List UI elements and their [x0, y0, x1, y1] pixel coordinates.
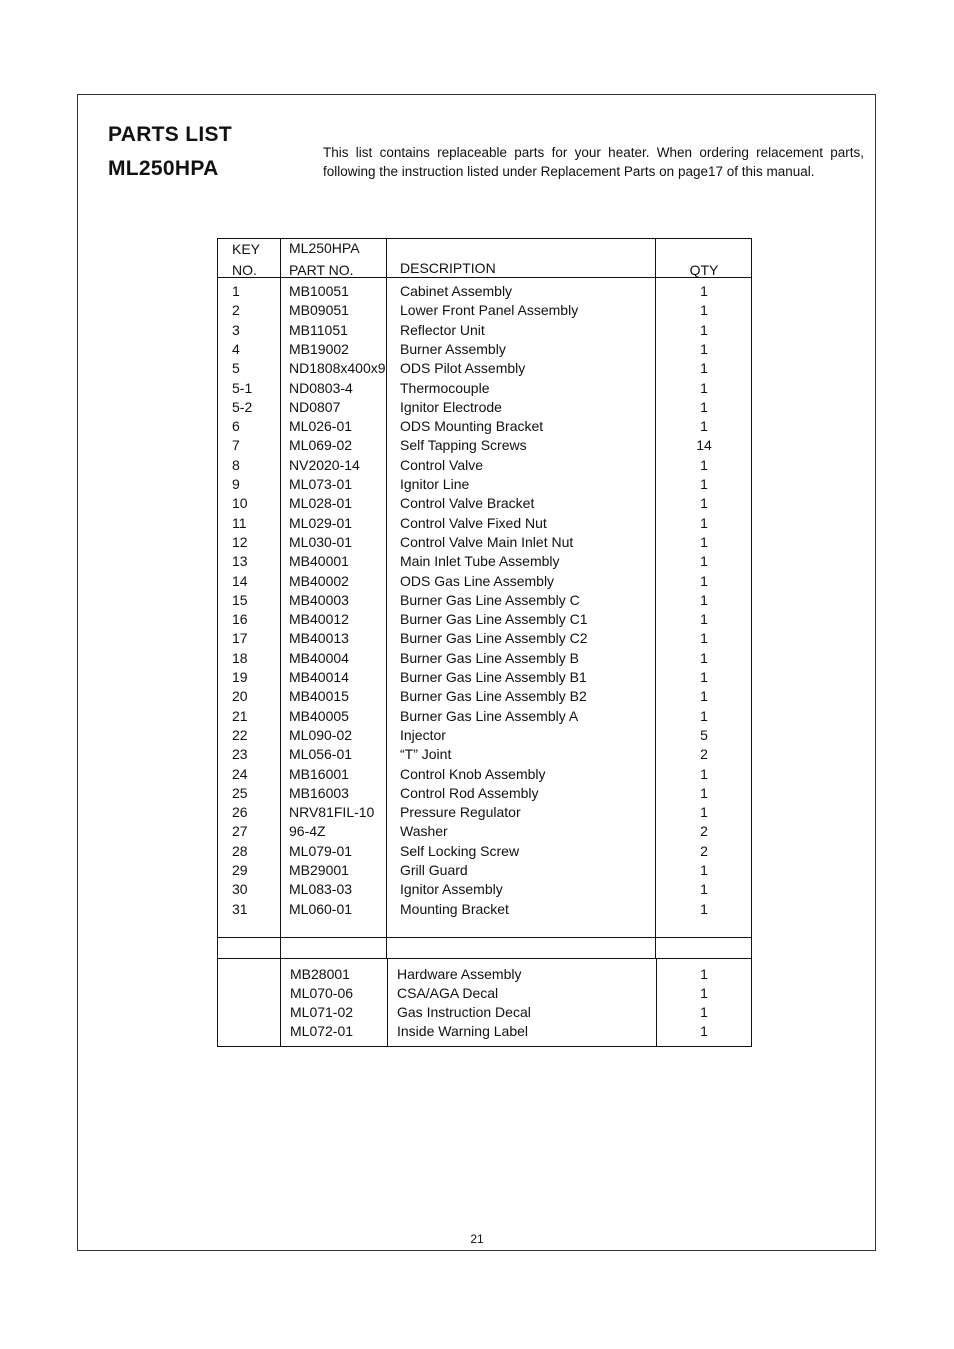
key-number: 1 — [232, 283, 240, 299]
key-number: 10 — [232, 495, 248, 512]
part-number: ML079-01 — [289, 842, 353, 859]
key-number: 4 — [232, 340, 240, 357]
part-description: Burner Assembly — [400, 340, 506, 357]
part-number: MB40003 — [289, 591, 349, 608]
part-quantity: 2 — [700, 746, 708, 763]
part-quantity: 1 — [700, 495, 708, 512]
hardware-description: CSA/AGA Decal — [397, 985, 499, 1001]
part-description: Pressure Regulator — [400, 804, 521, 821]
part-quantity: 1 — [700, 649, 708, 666]
page-title: PARTS LIST — [108, 123, 232, 146]
part-number: MB40004 — [289, 649, 349, 666]
part-number: MB40014 — [289, 669, 349, 685]
part-quantity: 1 — [700, 784, 708, 801]
part-number: MB40015 — [289, 688, 349, 705]
part-description: Control Knob Assembly — [400, 765, 546, 782]
key-number: 27 — [232, 823, 248, 840]
key-number: 18 — [232, 649, 248, 666]
key-number: 5-1 — [232, 379, 253, 396]
part-number: ML028-01 — [289, 495, 353, 512]
part-description: Burner Gas Line Assembly B2 — [400, 688, 587, 705]
header-part-line1: ML250HPA — [289, 240, 360, 256]
part-quantity: 1 — [700, 379, 708, 396]
header-description: DESCRIPTION — [400, 260, 496, 276]
key-number: 6 — [232, 418, 240, 435]
part-number: ML056-01 — [289, 746, 353, 763]
part-quantity: 1 — [700, 553, 708, 570]
part-number: ML069-02 — [289, 437, 353, 454]
part-description: Washer — [400, 823, 448, 840]
hardware-quantity: 1 — [700, 966, 708, 982]
column-divider — [386, 239, 387, 958]
header-part-line2: PART NO. — [289, 262, 354, 278]
table-bottom-divider — [218, 937, 751, 938]
hardware-part-number: ML071-02 — [290, 1004, 354, 1020]
part-quantity: 1 — [700, 340, 708, 357]
hardware-quantity: 1 — [700, 1023, 708, 1039]
part-quantity: 2 — [700, 823, 708, 840]
part-description: Burner Gas Line Assembly A — [400, 707, 579, 724]
part-description: Grill Guard — [400, 862, 468, 878]
part-number: ND0807 — [289, 398, 341, 415]
part-quantity: 1 — [700, 456, 708, 473]
part-description: Control Valve Fixed Nut — [400, 514, 547, 531]
part-description: Control Valve Main Inlet Nut — [400, 533, 574, 550]
key-number: 31 — [232, 900, 248, 917]
key-number: 23 — [232, 746, 248, 763]
key-number: 2 — [232, 302, 240, 319]
part-quantity: 1 — [700, 476, 708, 492]
part-description: Mounting Bracket — [400, 900, 509, 917]
part-description: ODS Pilot Assembly — [400, 360, 526, 377]
model-title: ML250HPA — [108, 157, 219, 180]
key-number: 20 — [232, 688, 248, 705]
part-number: MB40001 — [289, 553, 349, 570]
key-number: 21 — [232, 707, 248, 724]
part-quantity: 2 — [700, 842, 708, 859]
column-divider — [280, 239, 281, 958]
part-quantity: 1 — [700, 862, 708, 878]
part-quantity: 1 — [700, 591, 708, 608]
part-number: MB40012 — [289, 611, 349, 628]
key-number: 5 — [232, 360, 240, 377]
part-number: MB29001 — [289, 862, 349, 878]
hardware-description: Hardware Assembly — [397, 966, 522, 982]
part-quantity: 1 — [700, 418, 708, 435]
part-quantity: 1 — [700, 881, 708, 898]
part-quantity: 1 — [700, 360, 708, 377]
intro-paragraph: This list contains replaceable parts for your heater. When ordering relacement parts, following the instruction listed under Replacement Parts on page17 of this manual. — [323, 145, 864, 179]
hardware-part-number: MB28001 — [290, 966, 350, 982]
part-description: Self Tapping Screws — [400, 437, 527, 454]
part-number: MB09051 — [289, 302, 349, 319]
page-number: 21 — [470, 1232, 484, 1246]
part-description: Lower Front Panel Assembly — [400, 302, 579, 319]
part-description: Burner Gas Line Assembly B1 — [400, 669, 587, 685]
part-description: Burner Gas Line Assembly B — [400, 649, 579, 666]
key-number: 15 — [232, 591, 248, 608]
key-number: 22 — [232, 726, 248, 743]
header-key-line1: KEY — [232, 241, 261, 257]
part-quantity: 1 — [700, 707, 708, 724]
key-number: 9 — [232, 476, 240, 492]
hardware-quantity: 1 — [700, 985, 708, 1001]
part-quantity: 1 — [700, 321, 708, 338]
key-number: 24 — [232, 765, 248, 782]
part-number: ML030-01 — [289, 533, 353, 550]
header-qty: QTY — [689, 262, 719, 278]
column-divider — [280, 959, 281, 1046]
part-quantity: 1 — [700, 765, 708, 782]
part-description: Control Rod Assembly — [400, 784, 539, 801]
part-description: Self Locking Screw — [400, 842, 520, 859]
key-number: 30 — [232, 881, 248, 898]
hardware-description: Inside Warning Label — [397, 1023, 529, 1039]
part-description: Ignitor Line — [400, 476, 470, 492]
part-quantity: 1 — [700, 533, 708, 550]
part-description: Reflector Unit — [400, 321, 485, 338]
key-number: 7 — [232, 437, 240, 454]
part-quantity: 1 — [700, 611, 708, 628]
part-number: MB16003 — [289, 784, 349, 801]
hardware-table — [217, 958, 752, 1047]
part-quantity: 1 — [700, 514, 708, 531]
part-number: ND1808x400x9 — [289, 360, 386, 377]
hardware-part-number: ML070-06 — [290, 985, 354, 1001]
part-quantity: 1 — [700, 302, 708, 319]
part-number: MB11051 — [289, 321, 348, 338]
key-number: 3 — [232, 321, 240, 338]
key-number: 16 — [232, 611, 248, 628]
part-description: Injector — [400, 726, 446, 743]
key-number: 5-2 — [232, 398, 253, 415]
part-description: Cabinet Assembly — [400, 283, 513, 299]
part-number: ND0803-4 — [289, 379, 353, 396]
key-number: 19 — [232, 669, 248, 685]
part-quantity: 14 — [696, 437, 712, 454]
key-number: 8 — [232, 456, 240, 473]
part-number: ML090-02 — [289, 726, 353, 743]
key-number: 28 — [232, 842, 248, 859]
part-description: ODS Mounting Bracket — [400, 418, 544, 435]
part-quantity: 1 — [700, 669, 708, 685]
key-number: 25 — [232, 784, 248, 801]
key-number: 17 — [232, 630, 248, 647]
part-quantity: 1 — [700, 688, 708, 705]
part-description: Burner Gas Line Assembly C1 — [400, 611, 588, 628]
key-number: 14 — [232, 572, 248, 589]
part-description: Ignitor Electrode — [400, 398, 502, 415]
part-number: 96-4Z — [289, 823, 326, 840]
column-divider — [387, 959, 388, 1046]
key-number: 13 — [232, 553, 248, 570]
part-number: NRV81FIL-10 — [289, 804, 375, 821]
key-number: 26 — [232, 804, 248, 821]
part-description: Burner Gas Line Assembly C2 — [400, 630, 588, 647]
key-number: 29 — [232, 862, 248, 878]
part-quantity: 1 — [700, 630, 708, 647]
part-number: ML060-01 — [289, 900, 353, 917]
part-description: Main Inlet Tube Assembly — [400, 553, 560, 570]
part-quantity: 1 — [700, 398, 708, 415]
part-number: MB16001 — [289, 765, 349, 782]
hardware-part-number: ML072-01 — [290, 1023, 354, 1039]
part-number: ML073-01 — [289, 476, 353, 492]
part-description: Burner Gas Line Assembly C — [400, 591, 580, 608]
part-description: “T” Joint — [400, 746, 452, 763]
hardware-description: Gas Instruction Decal — [397, 1004, 531, 1020]
part-number: NV2020-14 — [289, 456, 360, 473]
part-description: Ignitor Assembly — [400, 881, 503, 898]
part-number: MB40002 — [289, 572, 349, 589]
part-description: ODS Gas Line Assembly — [400, 572, 555, 589]
hardware-quantity: 1 — [700, 1004, 708, 1020]
header-key-line2: NO. — [232, 262, 257, 278]
parts-table — [217, 238, 752, 959]
part-quantity: 1 — [700, 572, 708, 589]
key-number: 11 — [232, 514, 247, 531]
part-number: MB40013 — [289, 630, 349, 647]
key-number: 12 — [232, 533, 248, 550]
part-number: MB19002 — [289, 340, 349, 357]
part-quantity: 1 — [700, 900, 708, 917]
part-number: MB10051 — [289, 283, 349, 299]
part-number: ML029-01 — [289, 514, 353, 531]
part-quantity: 1 — [700, 283, 708, 299]
part-number: ML026-01 — [289, 418, 353, 435]
part-quantity: 1 — [700, 804, 708, 821]
part-number: MB40005 — [289, 707, 349, 724]
part-description: Control Valve — [400, 456, 484, 473]
part-quantity: 5 — [700, 726, 708, 743]
part-description: Control Valve Bracket — [400, 495, 535, 512]
part-description: Thermocouple — [400, 379, 490, 396]
part-number: ML083-03 — [289, 881, 353, 898]
